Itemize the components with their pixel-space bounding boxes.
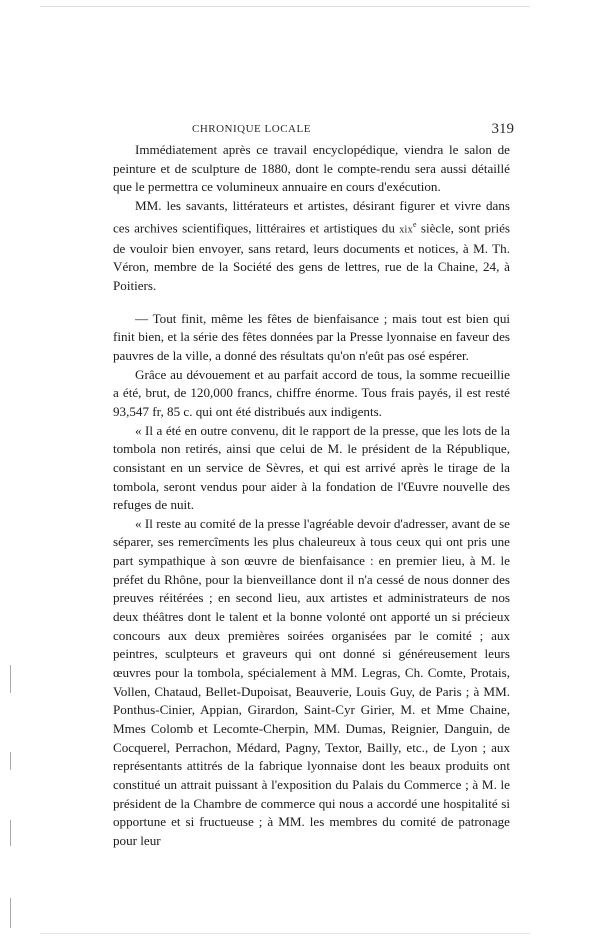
century-numeral: xix [399, 223, 413, 235]
paragraph-salon: Immédiatement après ce travail encyclopédique, viendra le salon de peinture et de sculpture de 1880, dont le compte-rendu sera aussi détaillé que le permettra ce volumineux annuaire en cours d'exécution. [113, 142, 510, 195]
running-title: CHRONIQUE LOCALE [192, 123, 311, 135]
paragraph-text: MM. les savants, littérateurs et artistes, désirant figurer et vivre dans ces archives scientifiques, littéraires et artistiques du [113, 197, 510, 235]
page-number: 319 [491, 121, 514, 137]
scan-top-rule [40, 6, 530, 7]
scan-bottom-rule [40, 933, 530, 934]
paragraph-text: siècle, sont priés de vouloir bien envoyer, sans retard, leurs documents et notices, à M. Th. Véron, membre de la Société des gens de lettres, rue de la Chaine, 24, à Poitiers. [113, 219, 510, 293]
page-header [120, 121, 520, 141]
scan-margin-mark [10, 752, 11, 770]
paragraph-tombola-lots: « Il a été en outre convenu, dit le rapport de la presse, que les lots de la tombola non retirés, ainsi que celui de M. le président de la République, consistant en un service de Sèvres, et qui est arrivé après le tirage de la tombola, seront vendus pour aider à la fondation de l'Œuvre nouvelle des refuges de nuit. [113, 422, 510, 513]
scan-margin-mark [10, 898, 11, 928]
body-text [113, 141, 510, 851]
paragraph-call-for-documents [113, 197, 510, 296]
paragraph-proceeds: Grâce au dévouement et au parfait accord de tous, la somme recueillie a été, brut, de 120,000 francs, chiffre énorme. Tous frais payés, il est resté 93,547 fr, 85 c. qui ont été distribués aux indigents. [113, 366, 510, 419]
scan-margin-mark [10, 820, 11, 846]
scan-margin-mark [10, 665, 11, 693]
paragraph-thanks: « Il reste au comité de la presse l'agréable devoir d'adresser, avant de se séparer, ses remercîments les plus chaleureux à tous ceux qui ont pris une part sympathique à son œuvre de bienfaisance : en premier lieu, à M. le préfet du Rhône, pour la bienveillance dont il n'a cessé de nous donner des preuves réitérées ; en second lieu, aux artistes et administrateurs de nos deux théâtres dont le talent et la bonne volonté ont apporté un si précieux concours aux deux premières soirées organisées par le comité ; aux peintres, sculpteurs et graveurs qui ont donné si généreusement leurs œuvres pour la tombola, spécialement à MM. Legras, Ch. Comte, Protais, Vollen, Chataud, Bellet-Dupoisat, Beauverie, Louis Guy, de Paris ; à MM. Ponthus-Cinier, Appian, Girardon, Saint-Cyr Girier, M. et Mme Chaine, Mmes Colomb et Lecomte-Cherpin, MM. Dumas, Reignier, Danguin, de Cocquerel, Perrachon, Médard, Pagny, Textor, Bailly, etc., de Lyon ; aux représentants attitrés de la fabrique lyonnaise dont les beaux produits ont constitué un attrait puissant à l'exposition du Palais du Commerce ; à M. le président de la Chambre de commerce qui nous a accordé une hospitalité si opportune et si fructueuse ; à MM. les membres du comité de patronage pour leur [113, 515, 510, 848]
paragraph-charity-fetes: — Tout finit, même les fêtes de bienfaisance ; mais tout est bien qui finit bien, et la série des fêtes données par la Presse lyonnaise en faveur des pauvres de la ville, a donné des résultats qu'on n'eût pas osé espérer. [113, 310, 510, 363]
century-suffix: e [412, 219, 417, 229]
